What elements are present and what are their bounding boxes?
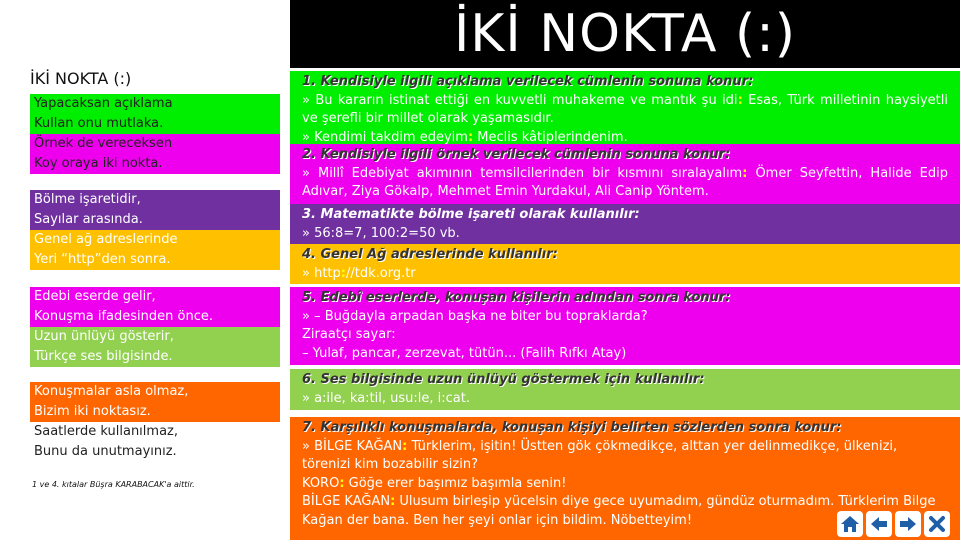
rule-example: – Yulaf, pancar, zerzevat, tütün... (Falih Rıfkı Atay) — [302, 345, 627, 361]
left-line: Genel ağ adreslerinde — [30, 230, 280, 250]
arrow-left-icon — [868, 513, 890, 535]
home-icon — [839, 513, 861, 535]
left-line: Türkçe ses bilgisinde. — [30, 347, 280, 367]
left-line: Örnek de vereceksen — [30, 134, 280, 154]
home-button[interactable] — [837, 511, 863, 537]
rule-3 — [290, 204, 960, 244]
rule-heading: 1. Kendisiyle ilgili açıklama verilecek cümlenin sonuna konur: — [302, 74, 754, 89]
page-title: İKİ NOKTA (:) — [290, 0, 960, 68]
left-title: İKİ NOKTA (:) — [30, 69, 132, 88]
rule-6 — [290, 369, 960, 410]
rule-2 — [290, 144, 960, 204]
left-line: Bizim iki noktasız. — [30, 402, 280, 422]
left-line: Edebi eserde gelir, — [30, 287, 280, 307]
rule-example: KORO: Göğe erer başımız başımla senin! — [302, 475, 567, 491]
rule-example: BİLGE KAĞAN: Ulusum birleşip yücelsin diye gece uyumadım, gündüz oturmadım. Türklerim Bilge Kağan der bana. Ben her şeyi onlar için bildim. Nöbetteyim! — [302, 494, 936, 528]
rule-example: » a:ile, ka:til, usu:le, i:cat. — [302, 390, 470, 406]
left-line: Sayılar arasında. — [30, 210, 280, 230]
slide-nav — [837, 511, 950, 537]
left-line: Koy oraya iki nokta. — [30, 154, 280, 174]
left-line: Kullan onu mutlaka. — [30, 114, 280, 134]
arrow-right-icon — [897, 513, 919, 535]
rule-example: Ziraatçı sayar: — [302, 327, 396, 342]
rule-heading: 7. Karşılıklı konuşmalarda, konuşan kişiyi belirten sözlerden sonra konur: — [302, 420, 842, 435]
rule-example: » – Buğdayla arpadan başka ne biter bu topraklarda? — [302, 308, 648, 324]
close-button[interactable] — [924, 511, 950, 537]
left-line: Konuşma ifadesinden önce. — [30, 307, 280, 327]
left-line: Yeri “http”den sonra. — [30, 250, 280, 270]
rule-example: » 56:8=7, 100:2=50 vb. — [302, 225, 460, 241]
left-line: Uzun ünlüyü gösterir, — [30, 327, 280, 347]
rule-heading: 5. Edebî eserlerde, konuşan kişilerin adından sonra konur: — [302, 290, 731, 305]
credit-note: 1 ve 4. kıtalar Büşra KARABACAK'a aittir. — [32, 480, 195, 489]
rule-heading: 3. Matematikte bölme işareti olarak kullanılır: — [302, 207, 640, 222]
previous-button[interactable] — [866, 511, 892, 537]
rule-example: » Millî Edebiyat akımının temsilcilerinden bir kısmını sıralayalım: Ömer Seyfettin, Halide Edip Adıvar, Ziya Gökalp, Mehmet Emin Yurdakul, Ali Canip Yöntem. — [302, 165, 948, 199]
rule-heading: 4. Genel Ağ adreslerinde kullanılır: — [302, 247, 558, 262]
next-button[interactable] — [895, 511, 921, 537]
rule-example: » http://tdk.org.tr — [302, 265, 416, 281]
rule-heading: 6. Ses bilgisinde uzun ünlüyü göstermek için kullanılır: — [302, 372, 705, 387]
rule-5 — [290, 287, 960, 365]
rule-example: » Kendimi takdim edeyim: Meclis kâtiplerindenim. — [302, 129, 628, 145]
rule-heading: 2. Kendisiyle ilgili örnek verilecek cümlenin sonuna konur: — [302, 147, 731, 162]
rule-example: » BİLGE KAĞAN: Türklerim, işitin! Üstten gök çökmedikçe, alttan yer delinmedikçe, ülkenizi, törenizi kim bozabilir sizin? — [302, 438, 898, 472]
rule-4 — [290, 244, 960, 284]
rule-example: » Bu kararın istinat ettiği en kuvvetli muhakeme ve mantık şu idi: Esas, Türk milletinin haysiyetli ve şerefli bir millet olarak yaşamasıdır. — [302, 92, 949, 126]
rule-1 — [290, 71, 960, 144]
left-line: Bölme işaretidir, — [30, 190, 280, 210]
left-line: Konuşmalar asla olmaz, — [30, 382, 280, 402]
left-line: Saatlerde kullanılmaz, — [30, 422, 280, 442]
left-line: Bunu da unutmayınız. — [30, 442, 280, 462]
left-line: Yapacaksan açıklama — [30, 94, 280, 114]
close-icon — [926, 513, 948, 535]
